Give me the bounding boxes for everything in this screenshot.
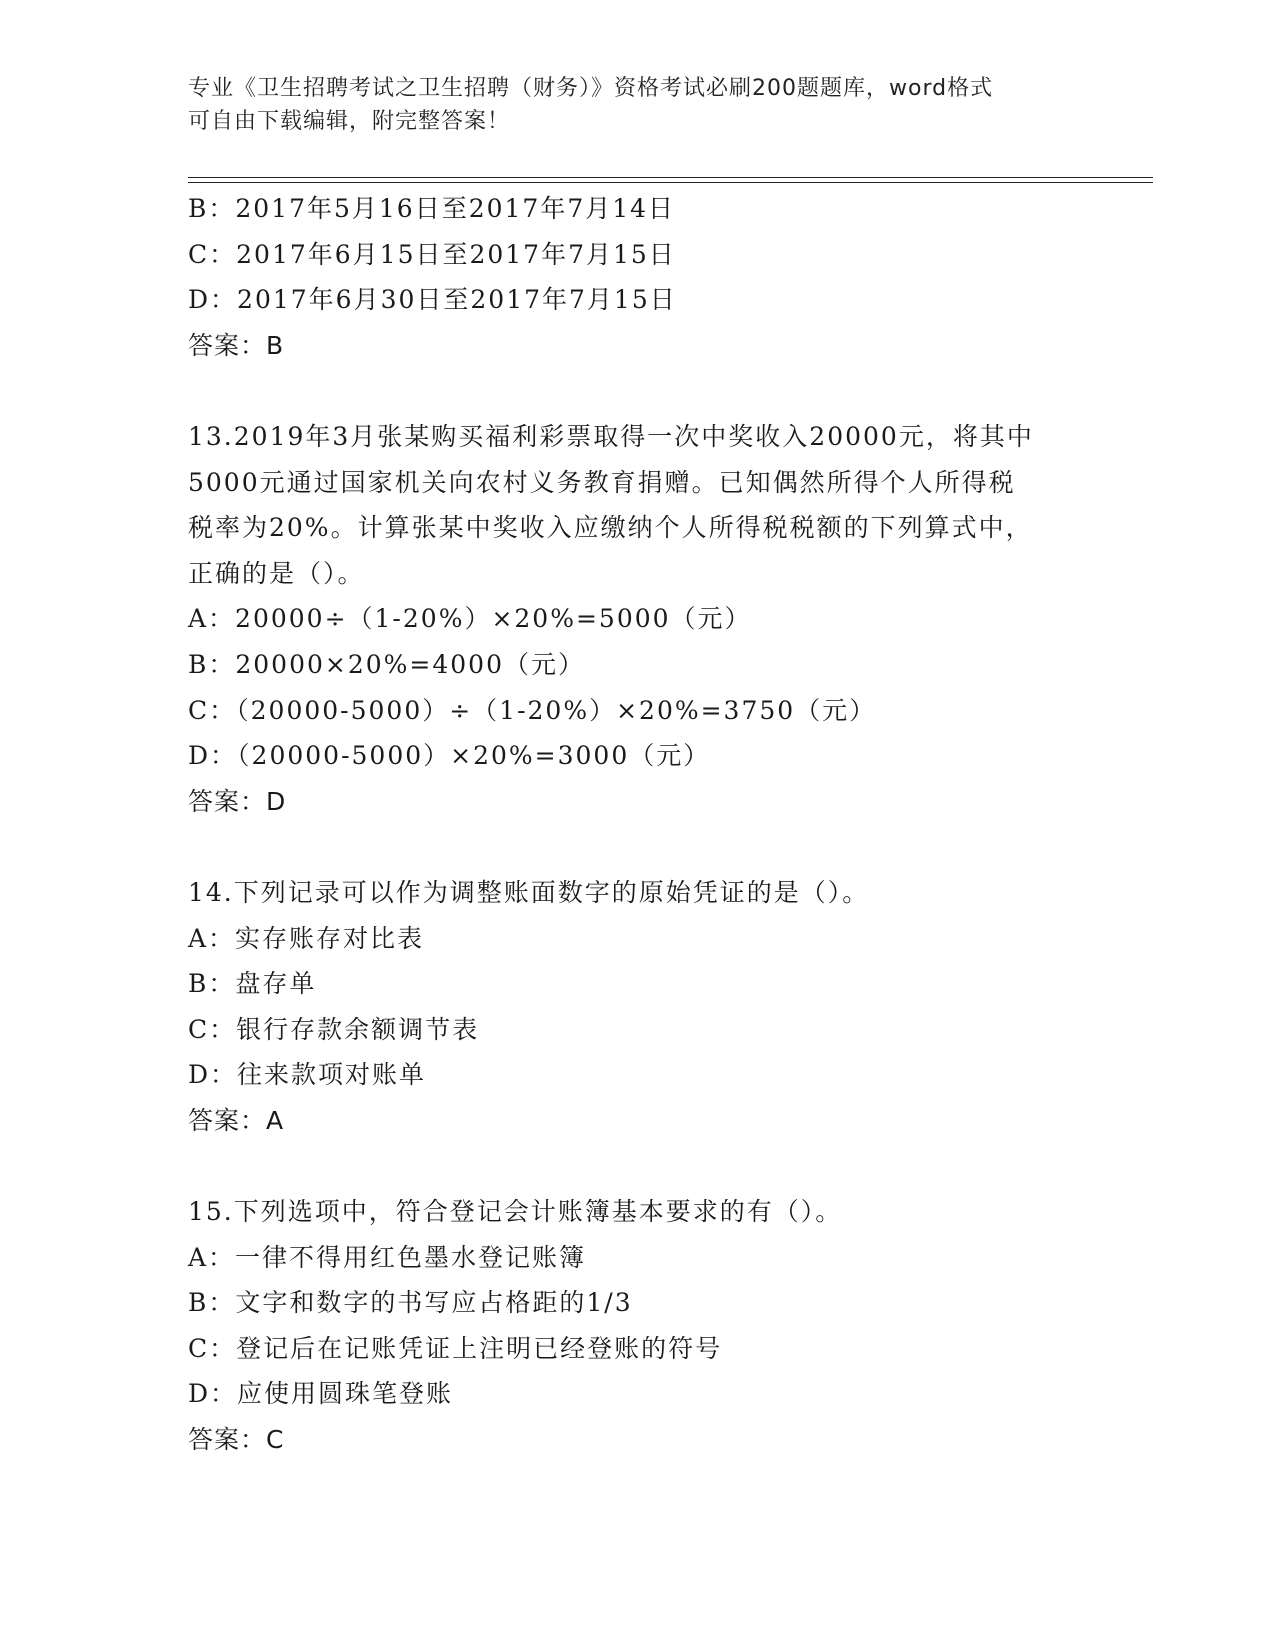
q12-option-d: D：2017年6月30日至2017年7月15日	[188, 285, 677, 315]
document-header	[188, 72, 1088, 138]
q14-stem: 14.下列记录可以作为调整账面数字的原始凭证的是（）。	[188, 877, 870, 907]
header-divider-bottom	[188, 182, 1153, 183]
q15-stem: 15.下列选项中，符合登记会计账簿基本要求的有（）。	[188, 1197, 843, 1227]
q13-answer: 答案：D	[188, 786, 287, 816]
q15-option-a: A：一律不得用红色墨水登记账簿	[188, 1242, 587, 1272]
q14-option-c: C：银行存款余额调节表	[188, 1014, 480, 1044]
q15-answer: 答案：C	[188, 1425, 285, 1455]
question-content	[188, 186, 1108, 1463]
q14-answer: 答案：A	[188, 1105, 285, 1135]
q13-option-a: A：20000÷（1-20%）×20%=5000（元）	[188, 604, 752, 634]
q13-option-d: D：（20000-5000）×20%=3000（元）	[188, 741, 711, 771]
q13-stem-line-2: 5000元通过国家机关向农村义务教育捐赠。已知偶然所得个人所得税	[188, 467, 1016, 497]
q13-option-c: C：（20000-5000）÷（1-20%）×20%=3750（元）	[188, 695, 877, 725]
question-15-block	[188, 1189, 1108, 1463]
q13-stem-line-1: 13.2019年3月张某购买福利彩票取得一次中奖收入20000元，将其中	[188, 421, 1034, 451]
spacer	[188, 824, 1108, 870]
spacer	[188, 368, 1108, 414]
spacer	[188, 1143, 1108, 1189]
q14-option-d: D：往来款项对账单	[188, 1060, 427, 1090]
q12-answer: 答案：B	[188, 330, 285, 360]
question-13-block	[188, 414, 1108, 824]
q15-option-d: D：应使用圆珠笔登账	[188, 1379, 454, 1409]
q13-stem-line-4: 正确的是（）。	[188, 558, 365, 588]
question-14-block	[188, 870, 1108, 1144]
header-title-line-2: 可自由下载编辑，附完整答案！	[188, 109, 511, 134]
question-12-block	[188, 186, 1108, 368]
header-divider-top	[188, 177, 1153, 178]
q14-option-a: A：实存账存对比表	[188, 923, 425, 953]
header-title-line-1: 专业《卫生招聘考试之卫生招聘（财务）》资格考试必刷200题题库，word格式	[188, 76, 994, 101]
q12-option-c: C：2017年6月15日至2017年7月15日	[188, 239, 676, 269]
q13-option-b: B：20000×20%=4000（元）	[188, 649, 585, 679]
q15-option-c: C：登记后在记账凭证上注明已经登账的符号	[188, 1333, 723, 1363]
q13-stem-line-3: 税率为20%。计算张某中奖收入应缴纳个人所得税税额的下列算式中，	[188, 513, 1033, 543]
q15-option-b: B：文字和数字的书写应占格距的1/3	[188, 1288, 633, 1318]
q12-option-b: B：2017年5月16日至2017年7月14日	[188, 194, 676, 223]
q14-option-b: B：盘存单	[188, 969, 317, 999]
